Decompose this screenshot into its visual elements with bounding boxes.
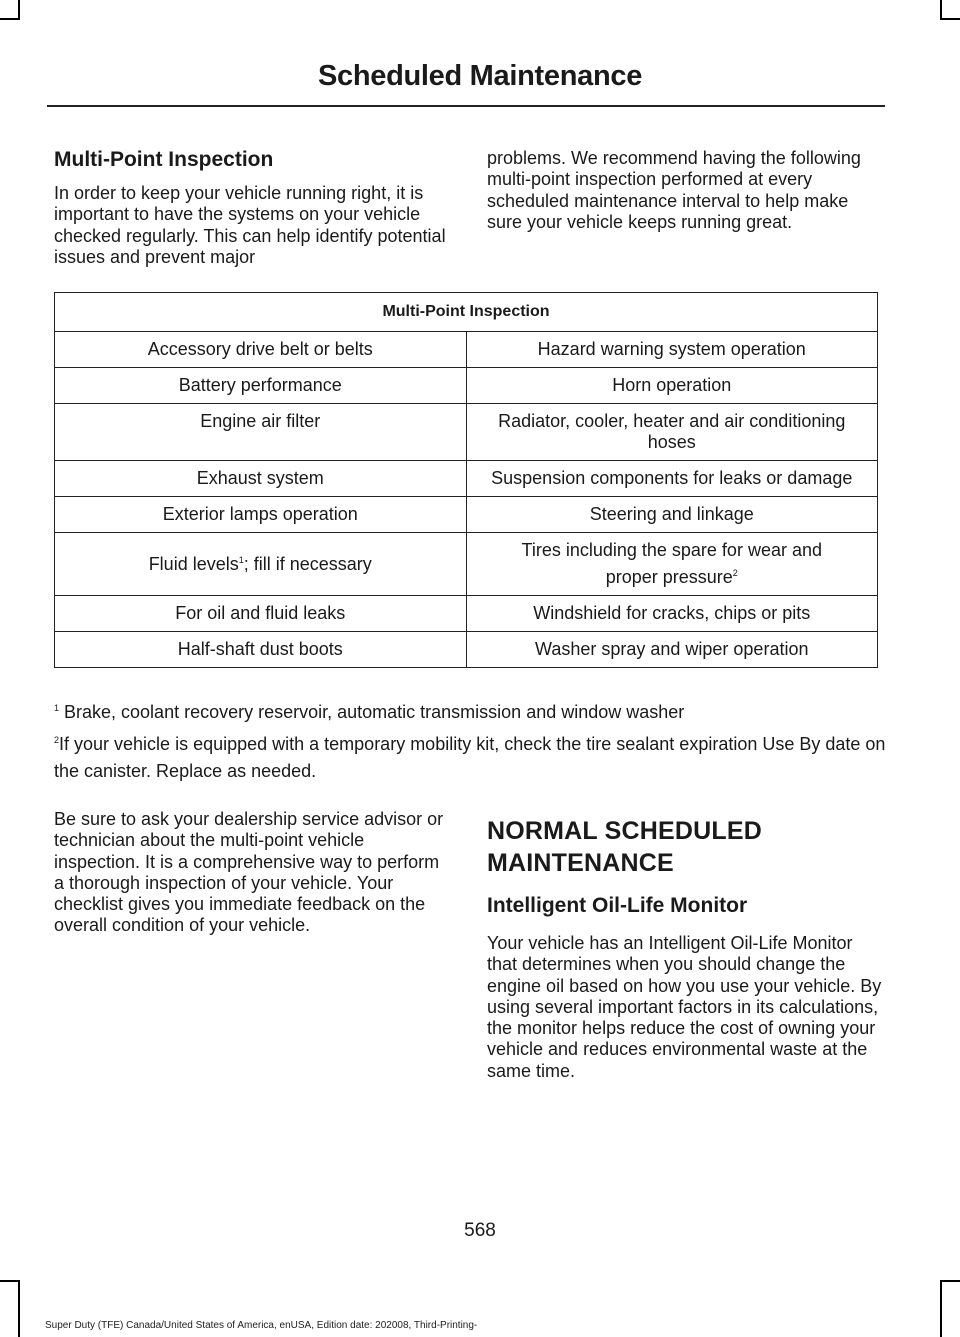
footnote-1 (54, 699, 894, 726)
crop-mark (18, 0, 20, 20)
table-cell: Windshield for cracks, chips or pits (466, 596, 878, 632)
section-heading: Multi-Point Inspection (54, 148, 274, 171)
table-cell: For oil and fluid leaks (55, 596, 467, 632)
table-cell: Half-shaft dust boots (55, 632, 467, 668)
footnote-ref: 1 (238, 554, 244, 565)
table-cell: Radiator, cooler, heater and air conditioning hoses (466, 404, 878, 461)
intro-right-column (487, 148, 882, 233)
inspection-table (54, 292, 878, 668)
table-cell: Engine air filter (55, 404, 467, 461)
table-row (55, 533, 878, 596)
crop-mark (940, 18, 960, 20)
table-cell: Steering and linkage (466, 497, 878, 533)
footnote-ref: 2 (732, 568, 738, 578)
table-cell (55, 533, 467, 596)
table-title: Multi-Point Inspection (55, 293, 878, 332)
table-row (55, 461, 878, 497)
subsection-heading: Intelligent Oil-Life Monitor (487, 894, 748, 917)
title-divider (47, 105, 885, 107)
cell-text: Fluid levels (148, 553, 239, 574)
table-cell: Exterior lamps operation (55, 497, 467, 533)
table-cell: Accessory drive belt or belts (55, 332, 467, 368)
footnote-text: Brake, coolant recovery reservoir, automatic transmission and window washer (59, 702, 685, 722)
crop-mark (0, 18, 20, 20)
normal-maintenance-column (487, 815, 882, 1082)
table-row (55, 596, 878, 632)
table-cell: Washer spray and wiper operation (466, 632, 878, 668)
cell-text: ; fill if necessary (243, 553, 372, 574)
footnote-marker: 2 (54, 735, 60, 745)
footnote-2 (54, 731, 894, 785)
crop-mark (18, 1280, 20, 1337)
page-title: Scheduled Maintenance (317, 60, 643, 92)
table-row (55, 332, 878, 368)
cell-text-line2 (473, 567, 872, 588)
advisor-column (54, 809, 454, 937)
table-header-row (55, 293, 878, 332)
table-cell (466, 533, 878, 596)
table-cell: Suspension components for leaks or damage (466, 461, 878, 497)
crop-mark (0, 1280, 20, 1282)
table-cell: Hazard warning system operation (466, 332, 878, 368)
oil-life-paragraph: Your vehicle has an Intelligent Oil-Life Monitor that determines when you should change the engine oil based on how you use your vehicle. By using several important factors in its calculations, the monitor helps reduce the cost of owning your vehicle and reduces environmental waste at the same time. (487, 933, 882, 1081)
intro-paragraph-right: problems. We recommend having the following multi-point inspection performed at every scheduled maintenance interval to help make sure your vehicle keeps running great. (487, 148, 861, 232)
table-cell: Horn operation (466, 368, 878, 404)
table-cell: Battery performance (55, 368, 467, 404)
cell-text: proper pressure (605, 567, 733, 587)
table-row (55, 632, 878, 668)
intro-left-column (54, 147, 454, 268)
crop-mark (940, 1280, 942, 1337)
intro-paragraph-left: In order to keep your vehicle running right, it is important to have the systems on your vehicle checked regularly. This can help identify potential issues and prevent major (54, 183, 446, 267)
crop-mark (940, 1280, 960, 1282)
footer-edition-text: Super Duty (TFE) Canada/United States of America, enUSA, Edition date: 202008, Third-Printing- (45, 1320, 478, 1331)
table-row (55, 497, 878, 533)
table-row (55, 404, 878, 461)
section-title: NORMAL SCHEDULED MAINTENANCE (487, 817, 762, 877)
table-row (55, 368, 878, 404)
advisor-paragraph: Be sure to ask your dealership service advisor or technician about the multi-point vehicle inspection. It is a comprehensive way to perform a thorough inspection of your vehicle. Your checklist gives you immediate feedback on the overall condition of your vehicle. (54, 809, 444, 936)
footnote-text: If your vehicle is equipped with a temporary mobility kit, check the tire sealant expiration Use By date on the canister. Replace as needed. (54, 734, 886, 781)
footnote-marker: 1 (54, 703, 60, 713)
page-number: 568 (464, 1220, 496, 1241)
table-cell: Exhaust system (55, 461, 467, 497)
footnotes (54, 699, 894, 785)
crop-mark (940, 0, 942, 20)
cell-text: Tires including the spare for wear and (521, 540, 822, 560)
